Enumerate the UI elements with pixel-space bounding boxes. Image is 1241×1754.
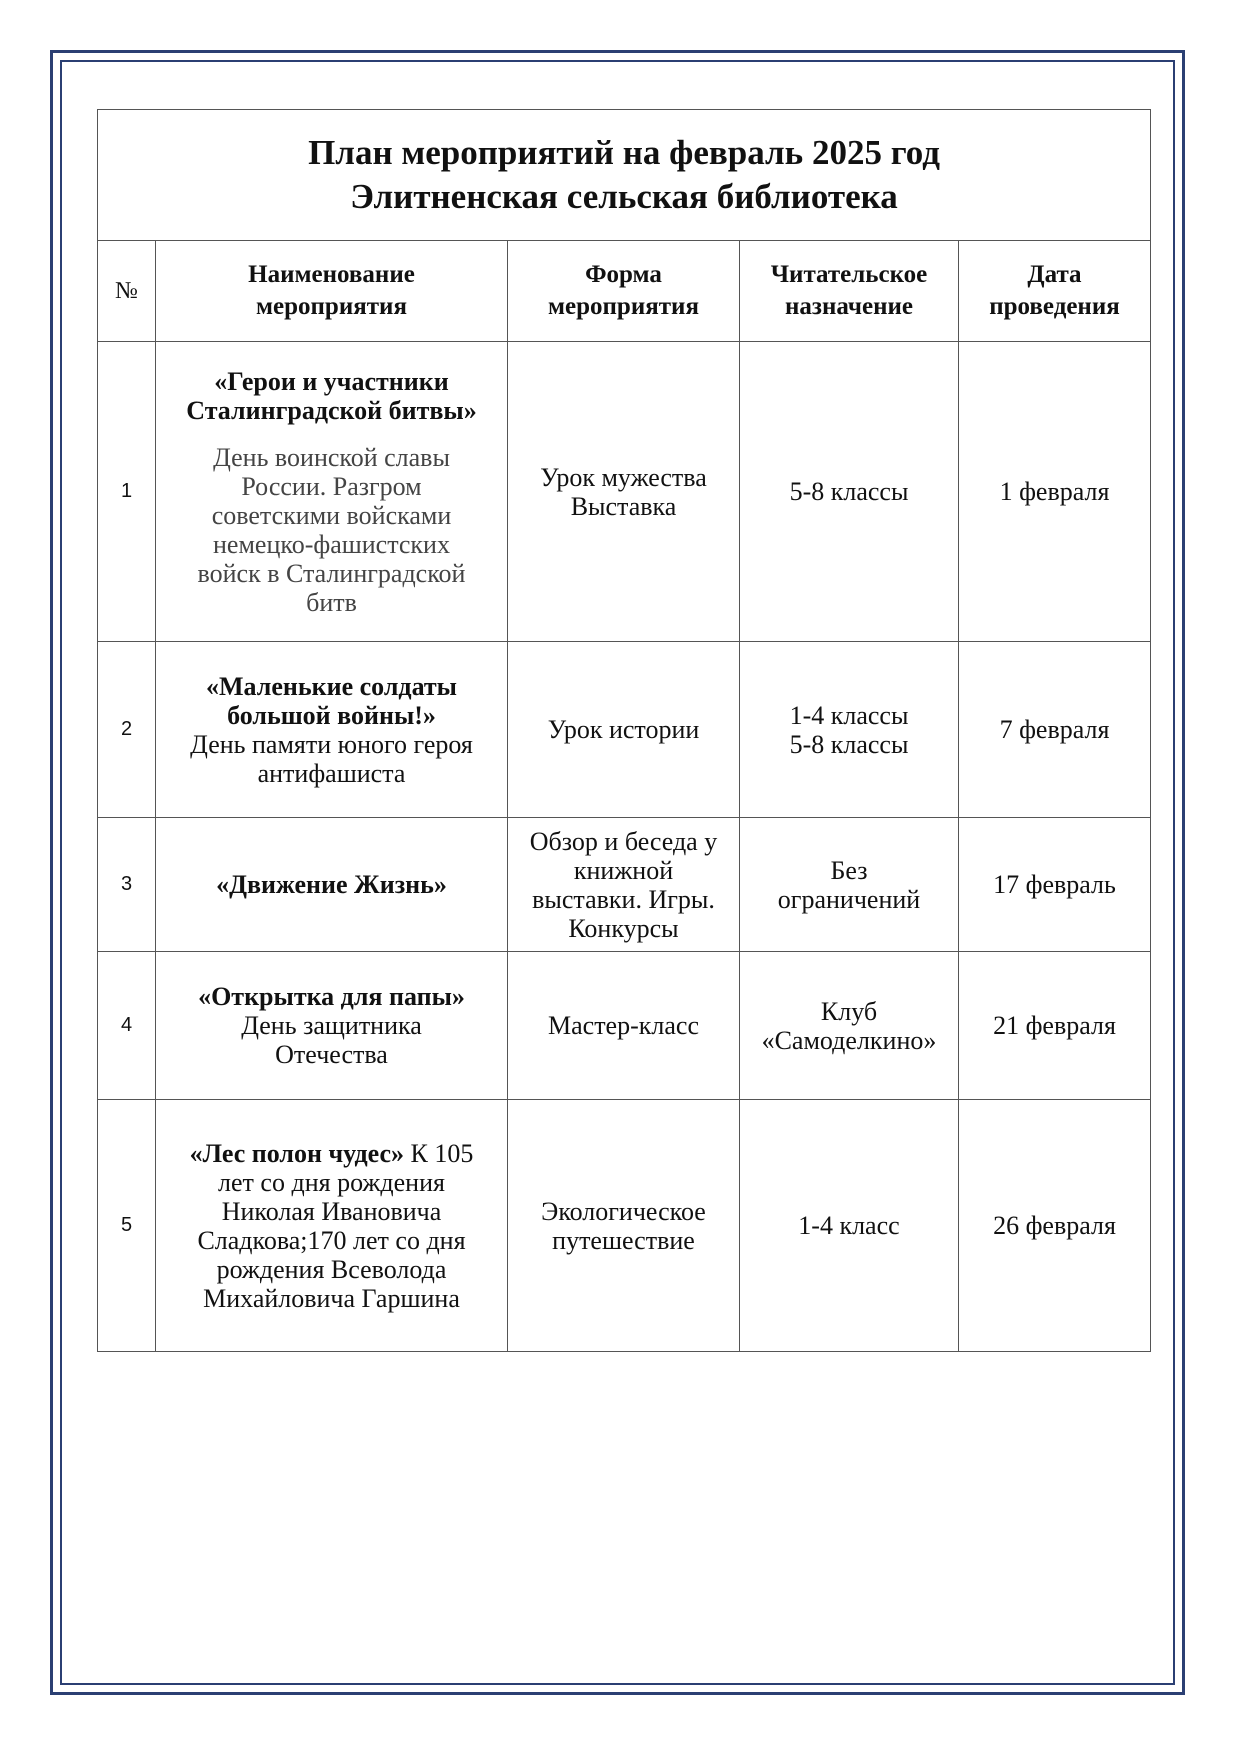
event-name-cell: «Лес полон чудес» К 105 лет со дня рождения Николая Ивановича Сладкова;170 лет со дня рождения Всеволода Михайловича Гаршина [156,1100,508,1352]
header-form: Форма мероприятия [508,241,740,342]
event-date-cell: 26 февраля [959,1100,1151,1352]
table-row [98,642,1151,818]
row-number: 3 [98,818,156,952]
event-form-cell: Мастер-класс [508,952,740,1100]
event-form-cell: Экологическое путешествие [508,1100,740,1352]
event-name-cell: «Герои и участники Сталинградской битвы» День воинской славы России. Разгром советскими войсками немецко-фашистских войск в Сталинградской битв [156,342,508,642]
event-name-cell: «Движение Жизнь» [156,818,508,952]
header-name: Наименование мероприятия [156,241,508,342]
table-row [98,342,1151,642]
row-number: 4 [98,952,156,1100]
header-num: № [98,241,156,342]
event-audience-cell: Клуб «Самоделкино» [740,952,959,1100]
event-name-cell: «Маленькие солдаты большой войны!» День памяти юного героя антифашиста [156,642,508,818]
event-audience-cell: Без ограничений [740,818,959,952]
events-plan-table [97,109,1151,1352]
event-audience-cell: 1-4 классы 5-8 классы [740,642,959,818]
event-form-cell: Урок мужества Выставка [508,342,740,642]
event-date-cell: 21 февраля [959,952,1151,1100]
table-row [98,818,1151,952]
table-title [98,110,1151,241]
table-row [98,952,1151,1100]
row-number: 5 [98,1100,156,1352]
event-date-cell: 1 февраля [959,342,1151,642]
row-number: 1 [98,342,156,642]
title-line-2: Элитненская сельская библиотека [350,177,898,216]
header-audience: Читательское назначение [740,241,959,342]
row-number: 2 [98,642,156,818]
event-date-cell: 17 февраль [959,818,1151,952]
event-name-cell: «Открытка для папы» День защитника Отечества [156,952,508,1100]
header-row [98,241,1151,342]
event-date-cell: 7 февраля [959,642,1151,818]
table-row [98,1100,1151,1352]
event-form-cell: Урок истории [508,642,740,818]
event-form-cell: Обзор и беседа у книжной выставки. Игры. Конкурсы [508,818,740,952]
event-audience-cell: 1-4 класс [740,1100,959,1352]
event-audience-cell: 5-8 классы [740,342,959,642]
title-line-1: План мероприятий на февраль 2025 год [308,133,940,172]
header-date: Дата проведения [959,241,1151,342]
